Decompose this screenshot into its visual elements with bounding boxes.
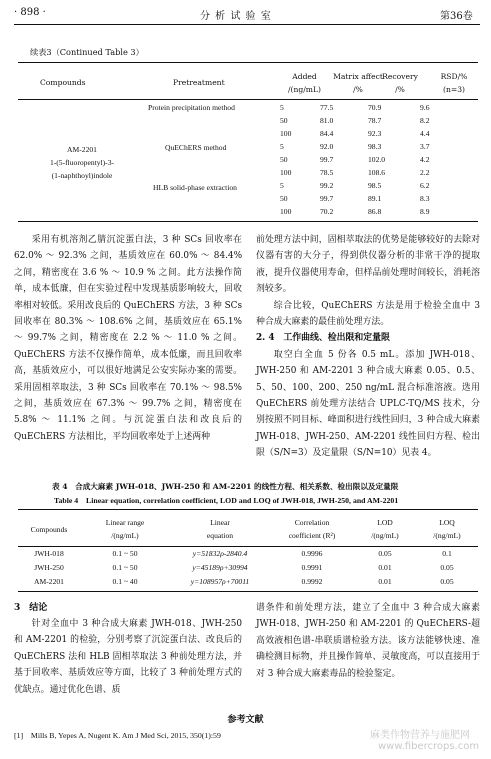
table3-col-recovery: Recovery /% <box>382 72 418 94</box>
table3-col-matrix: Matrix affect /% <box>333 72 383 94</box>
method-hlb-spe: HLB solid-phase extraction <box>153 183 237 192</box>
table4-col-lod: LOD /(ng/mL) <box>371 518 399 540</box>
table-row: JWH-250 0.1 ~ 50 y=45189ρ+30994 0.9991 0.01 0.05 <box>34 563 454 572</box>
table-row: 100 78.5 108.6 2.2 <box>280 168 430 177</box>
left-column-text <box>14 232 242 445</box>
paragraph-conclusion-left: 针对全血中 3 种合成大麻素 JWH-018、JWH-250 和 AM-2201 的检验，分别考察了沉淀蛋白法、改良后的 QuEChERS 法和 HLB 固相萃取法 3 种前处理方法，并基于回收率、基质效应等方面，比较了 3 种前处理方式的优缺点。通过优化色谱、质 <box>14 619 242 695</box>
table-row: AM-2201 0.1 ~ 40 y=108957ρ+70011 0.9992 0.01 0.05 <box>34 577 454 586</box>
table4-top-rule <box>18 509 478 510</box>
method-protein-precipitation: Protein precipitation method <box>148 103 235 112</box>
table3-compound-cell <box>22 143 142 182</box>
table4-col-range: Linear range /(ng/mL) <box>105 518 145 540</box>
section-heading-3: 3 结论 <box>14 603 48 613</box>
table3-col-rsd: RSD/% (n=3) <box>440 72 468 94</box>
table-row: 5 77.5 70.9 9.6 <box>280 103 430 112</box>
section-heading-2-4: 2. 4 工作曲线、检出限和定量限 <box>256 333 390 344</box>
table3-col-pretreatment: Pretreatment <box>173 78 225 87</box>
table4-col-loq: LOQ /(ng/mL) <box>433 518 461 540</box>
table3-body <box>280 101 480 218</box>
table4-col-equation: Linear equation <box>206 518 234 540</box>
table-row: 5 99.2 98.5 6.2 <box>280 181 430 190</box>
right-column-text <box>256 232 480 462</box>
table-row: 50 81.0 78.7 8.2 <box>280 116 430 125</box>
header-rule <box>14 24 480 25</box>
table3-header-rule <box>18 99 478 100</box>
table4 <box>18 512 478 589</box>
compound-line-1: AM-2201 <box>67 145 97 154</box>
table4-bottom-rule <box>18 591 478 592</box>
table4-header-row <box>18 512 478 547</box>
table3-caption: 续表3（Continued Table 3） <box>30 47 144 57</box>
compound-line-3: (1-naphthoyl)indole <box>51 171 113 180</box>
table4-col-correlation: Correlation coefficient (R²) <box>288 518 336 540</box>
table4-caption-cn: 表 4 合成大麻素 JWH-018、JWH-250 和 AM-2201 的线性方程、相关系数、检出限以及定量限 <box>52 482 399 491</box>
paragraph-conclusion-right: 谱条件和前处理方法，建立了全血中 3 种合成大麻素 JWH-018、JWH-250 和 AM-2201 的 QuEChERS-超高效液相色谱-串联质谱检验方法。该方法能够快速、准确检测目标物，并且操作简单、灵敏度高，可以直接用于对 3 种合成大麻素毒品的检验鉴定。 <box>256 603 480 679</box>
table-row: 50 99.7 102.0 4.2 <box>280 155 430 164</box>
table-row: 50 99.7 89.1 8.3 <box>280 194 430 203</box>
compound-line-2: 1-(5-fluoropentyl)-3- <box>49 158 115 167</box>
paragraph-conclusion-quechers: 综合比较，QuEChERS 方法是用于检验全血中 3 种合成大麻素的最佳前处理方法。 <box>256 300 480 328</box>
watermark-line-1: 麻类作物营养与施肥网 <box>370 730 470 741</box>
journal-title: 分 析 试 验 室 <box>200 11 272 22</box>
table3-col-added: Added /(ng/mL) <box>287 72 322 94</box>
table4-col-compounds: Compounds <box>30 524 68 534</box>
table-row: 100 70.2 86.8 8.9 <box>280 207 430 216</box>
conclusion-left <box>14 616 242 698</box>
table-row: 5 92.0 98.3 3.7 <box>280 142 430 151</box>
method-quechers: QuEChERS method <box>165 143 227 152</box>
table3-bottom-rule <box>18 221 478 222</box>
table-row: 100 84.4 92.3 4.4 <box>280 129 430 138</box>
paragraph-spe-advantage: 前处理方法中间，固相萃取法的优势是能够较好的去除对仪器有害的大分子，得到供仪器分析的非常干净的提取液，提升仪器使用寿命，但样品前处理时间较长，消耗溶剂较多。 <box>256 235 480 295</box>
paragraph-working-curve: 取空白全血 5 份各 0.5 mL。添加 JWH-018、JWH-250 和 AM-2201 3 种合成大麻素 0.05、0.5、5、50、100、200、250 ng/mL 混合标准溶液。选用 QuEChERS 前处理方法结合 UPLC-TQ/MS 技术，分别按照不同目标、峰面积进行线性回归，3 种合成大麻素 JWH-018、JWH-250、AM-2201 线性回归方程、检出限（S/N=3）及定量限（S/N=10）见表 4。 <box>256 349 480 459</box>
volume-label: 第36卷 <box>440 11 473 22</box>
paragraph-methods-comparison: 采用有机溶剂乙腈沉淀蛋白法，3 种 SCs 回收率在 62.0% ～ 92.3% 之间，基质效应在 60.0% ～ 84.4% 之间，精密度在 3.6 % ～ 10.9 % 之间。此方法操作简单，成本低廉，但在实验过程中发现基质影响较大，回收率相对较低。采用改良后的 QuEChERS 方法，3 种 SCs 回收率在 80.3% ～ 108.6% 之间，基质效应在 65.1% ～ 99.7% 之间，精密度在 2.2 % ～ 11.0 % 之间。QuEChERS 方法不仅操作简单，成本低廉，而且回收率高，基质效应小，可以很好地满足公安实际办案的需要。采用固相萃取法，3 种 SCs 回收率在 70.1% ～ 98.5% 之间，基质效应在 67.3% ～ 99.7% 之间，精密度在 5.8% ～ 11.1% 之间。与沉淀蛋白法和改良后的 QuEChERS 方法相比，平均回收率处于上述两种 <box>14 235 242 442</box>
references-heading: 参考文献 <box>227 715 264 725</box>
table3-top-rule <box>18 62 478 63</box>
page-number: · 898 · <box>14 7 46 18</box>
reference-item: [1] Mills B, Yepes A, Nugent K. Am J Med Sci, 2015, 350(1):59 <box>14 731 221 740</box>
watermark-line-2: www.fibercrops.com <box>378 741 480 752</box>
table-row: JWH-018 0.1 ~ 50 y=51832ρ-2840.4 0.9996 0.05 0.1 <box>34 549 452 558</box>
conclusion-right <box>256 600 480 682</box>
table3-col-compounds: Compounds <box>40 78 86 87</box>
table4-caption-en: Table 4 Linear equation, correlation coefficient, LOD and LOQ of JWH-018, JWH-250, and AM-2201 <box>54 496 399 505</box>
